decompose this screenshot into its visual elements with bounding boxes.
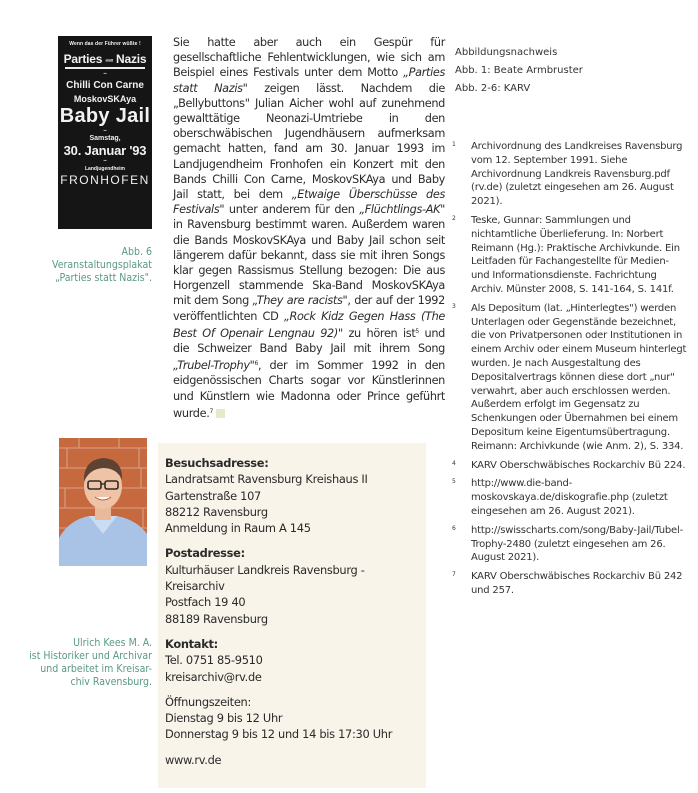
postal-address-heading: Postadresse: [165, 546, 245, 561]
credits-line-1: Abb. 1: Beate Armbruster [455, 65, 583, 76]
text-run: unter anderem für den [224, 203, 360, 217]
text-run: , der auf der 1992 veröffentlichten CD [173, 294, 445, 323]
poster-town: FRONHOFEN [60, 172, 150, 187]
footnote-number: 4 [452, 459, 456, 467]
poster-dash-2: – [103, 127, 107, 134]
figure-caption-line-2: „Parties statt Nazis". [55, 272, 152, 284]
opening-hours-heading: Öffnungszeiten: [165, 694, 251, 709]
text-run: zeigen lässt. Nachdem die „Bellybuttons" Julian Aicher wohl auf zunehmend gewalttätige Neonazi-Umtriebe in den oberschwäbischen Jugendhäusern aufmerksam gemacht hatten, fand am 30. Januar 1993 im Landjugendheim Fronhofen ein Konzert mit den Bands Chilli Con Carne, MoskovSKAya und Baby Jail statt, bei dem [173, 81, 445, 202]
contact [165, 636, 425, 685]
footnote [450, 459, 690, 473]
visit-address [165, 455, 425, 536]
postal-address-line: Postfach 19 40 [165, 595, 246, 610]
poster-rule [65, 67, 145, 69]
image-credits [455, 44, 685, 98]
poster-band-1: Chilli Con Carne [66, 79, 144, 91]
footnote-ref-5[interactable]: 5 [415, 327, 419, 335]
author-caption-line-2: und arbeitet im Kreisar- [40, 663, 152, 675]
footnote-ref-7[interactable]: 7 [209, 407, 213, 415]
postal-address-line: 88189 Ravensburg [165, 611, 268, 626]
poster-band-3: Baby Jail [59, 104, 151, 127]
opening-hours-line: Donnerstag 9 bis 12 und 14 bis 17:30 Uhr [165, 727, 393, 742]
website-link[interactable]: www.rv.de [165, 752, 222, 767]
footnote-number: 6 [452, 524, 456, 532]
footnote [450, 524, 690, 565]
footnote-text: KARV Oberschwäbisches Rockarchiv Bü 224. [471, 459, 686, 471]
author-name: Ulrich Kees M. A. [73, 637, 152, 649]
author-caption-line-3: chiv Ravensburg. [70, 676, 152, 688]
footnote [450, 302, 690, 454]
author-portrait-illustration [59, 438, 147, 566]
italic-run: „Flüchtlings-AK" [359, 203, 445, 217]
poster-band-2: MoskovSKAya [73, 93, 137, 104]
credits-heading: Abbildungsnachweis [455, 47, 558, 58]
text-run: und die Schweizer Band Baby Jail mit ihrem Song [173, 326, 445, 356]
contact-phone[interactable]: Tel. 0751 85-9510 [165, 653, 263, 668]
visit-address-heading: Besuchsadresse: [165, 456, 269, 470]
archive-contact-info [165, 455, 425, 777]
footnote-number: 5 [452, 478, 456, 486]
footnote-number: 3 [452, 302, 456, 310]
event-poster-image [58, 36, 152, 229]
poster-top-line: Wenn das der Führer wüßte ! [69, 41, 141, 47]
footnote-text: Teske, Gunnar: Sammlungen und nichtamtliche Überlieferung. In: Norbert Reimann (Hg.): Praktische Archivkunde. Ein Leitfaden für Fachangestellte für Medien- und Informationsdienste. Fachrichtung Archiv. Münster 2008, S. 141-164, S. 141f. [471, 214, 680, 295]
opening-hours-line: Dienstag 9 bis 12 Uhr [165, 711, 283, 726]
text-run: zu hören ist [342, 326, 416, 340]
footnote [450, 140, 690, 209]
footnote-number: 7 [452, 571, 456, 579]
footnote [450, 214, 690, 297]
poster-title-left: Parties [63, 52, 103, 66]
figure-number: Abb. 6 [121, 246, 152, 258]
poster-dash-3: – [103, 157, 107, 164]
visit-address-line: Anmeldung in Raum A 145 [165, 521, 311, 536]
footnote-link-text[interactable]: http://www.die-band-moskovskaya.de/diskografie.php (zuletzt eingesehen am 26. August 2021). [471, 478, 668, 517]
poster-title [64, 52, 147, 66]
poster-title-mid: statt [105, 57, 113, 63]
footnote-ref-6[interactable]: 6 [254, 360, 258, 368]
author-photo [59, 438, 147, 566]
text-run: Sie hatte aber auch ein Gespür für gesellschaftliche Fehlentwicklungen, wie sich am Beispiel eines Festivals unter dem Motto [173, 36, 445, 80]
italic-run: „Parties statt Nazis" [173, 66, 445, 95]
poster-dash: – [103, 70, 107, 77]
end-of-article-mark [216, 409, 225, 418]
footnote-link-text[interactable]: http://swisscharts.com/song/Baby-Jail/Tubel-Trophy-2480 (zuletzt eingesehen am 26. August 2021). [471, 524, 683, 564]
footnote-text: Archivordnung des Landkreises Ravensburg vom 12. September 1991. Siehe Archivordnung Landkreis Ravensburg.pdf (rv.de) (zuletzt eingesehen am 26. August 2021). [471, 141, 683, 208]
website [165, 752, 425, 768]
footnote [450, 477, 690, 518]
italic-run: „Trubel-Trophy" [173, 359, 255, 373]
figure-caption-line-1: Veranstaltungsplakat [52, 259, 152, 271]
visit-address-line: Landratsamt Ravensburg Kreishaus II [165, 472, 368, 487]
poster-date: 30. Januar '93 [63, 142, 147, 158]
credits-line-2: Abb. 2-6: KARV [455, 83, 531, 94]
postal-address-line: Kulturhäuser Landkreis Ravensburg - Kreisarchiv [165, 562, 365, 594]
italic-run: „Etwaige Überschüsse des Festivals" [173, 188, 445, 217]
text-run: in Ravensburg bestimmt waren. Außerdem waren die Bands MoskovSKAya und Baby Jail schon seit längerem dafür bekannt, dass sie mit ihren Songs klar gegen Rassismus Stellung bezogen: Die aus Horgenzell stammende Ska-Band MoskovSKAya mit dem Song [173, 218, 445, 308]
author-caption [10, 637, 152, 689]
visit-address-line: Gartenstraße 107 [165, 488, 261, 503]
main-paragraph [173, 35, 445, 421]
footnote-text: KARV Oberschwäbisches Rockarchiv Bü 242 und 257. [471, 571, 683, 596]
poster-venue: Landjugendheim [85, 165, 125, 172]
contact-heading: Kontakt: [165, 636, 218, 651]
opening-hours [165, 694, 425, 743]
poster-day: Samstag, [89, 134, 121, 142]
footnote [450, 570, 690, 598]
italic-run: „They are racists" [252, 294, 348, 308]
contact-email[interactable]: kreisarchiv@rv.de [165, 669, 262, 684]
text-run: , der im Sommer 1992 in den eidgenössischen Charts sogar vor Künstlerinnen und Künstlern wie Madonna oder Prince geführt wurde. [173, 359, 445, 420]
author-caption-line-1: ist Historiker und Archivar [29, 650, 152, 662]
footnote-number: 1 [452, 141, 456, 148]
figure-caption [10, 246, 152, 285]
poster-title-right: Nazis [116, 52, 147, 66]
footnote-text: Als Depositum (lat. „Hinterlegtes") werden Unterlagen oder Gegenstände bezeichnet, die von Privatpersonen oder Institutionen in einem Archiv oder einem Museum hinterlegt wurden. Je nach Ausgestaltung des Depositalvertrags können diese dort „nur" verwahrt, aber auch erschlossen werden. Außerdem erfolgt im Gegensatz zu Schenkungen oder Übernahmen bei einem Depositum keine Eigentumsübertragung. Reimann: Archivkunde (wie Anm. 2), S. 334. [471, 302, 687, 452]
visit-address-line: 88212 Ravensburg [165, 504, 268, 519]
main-text [173, 35, 445, 421]
postal-address [165, 545, 425, 626]
footnote-number: 2 [452, 214, 456, 222]
italic-run: „Rock Kidz Gegen Hass (The Best Of Openair Lengnau 92)" [173, 309, 445, 340]
footnotes [450, 140, 690, 603]
